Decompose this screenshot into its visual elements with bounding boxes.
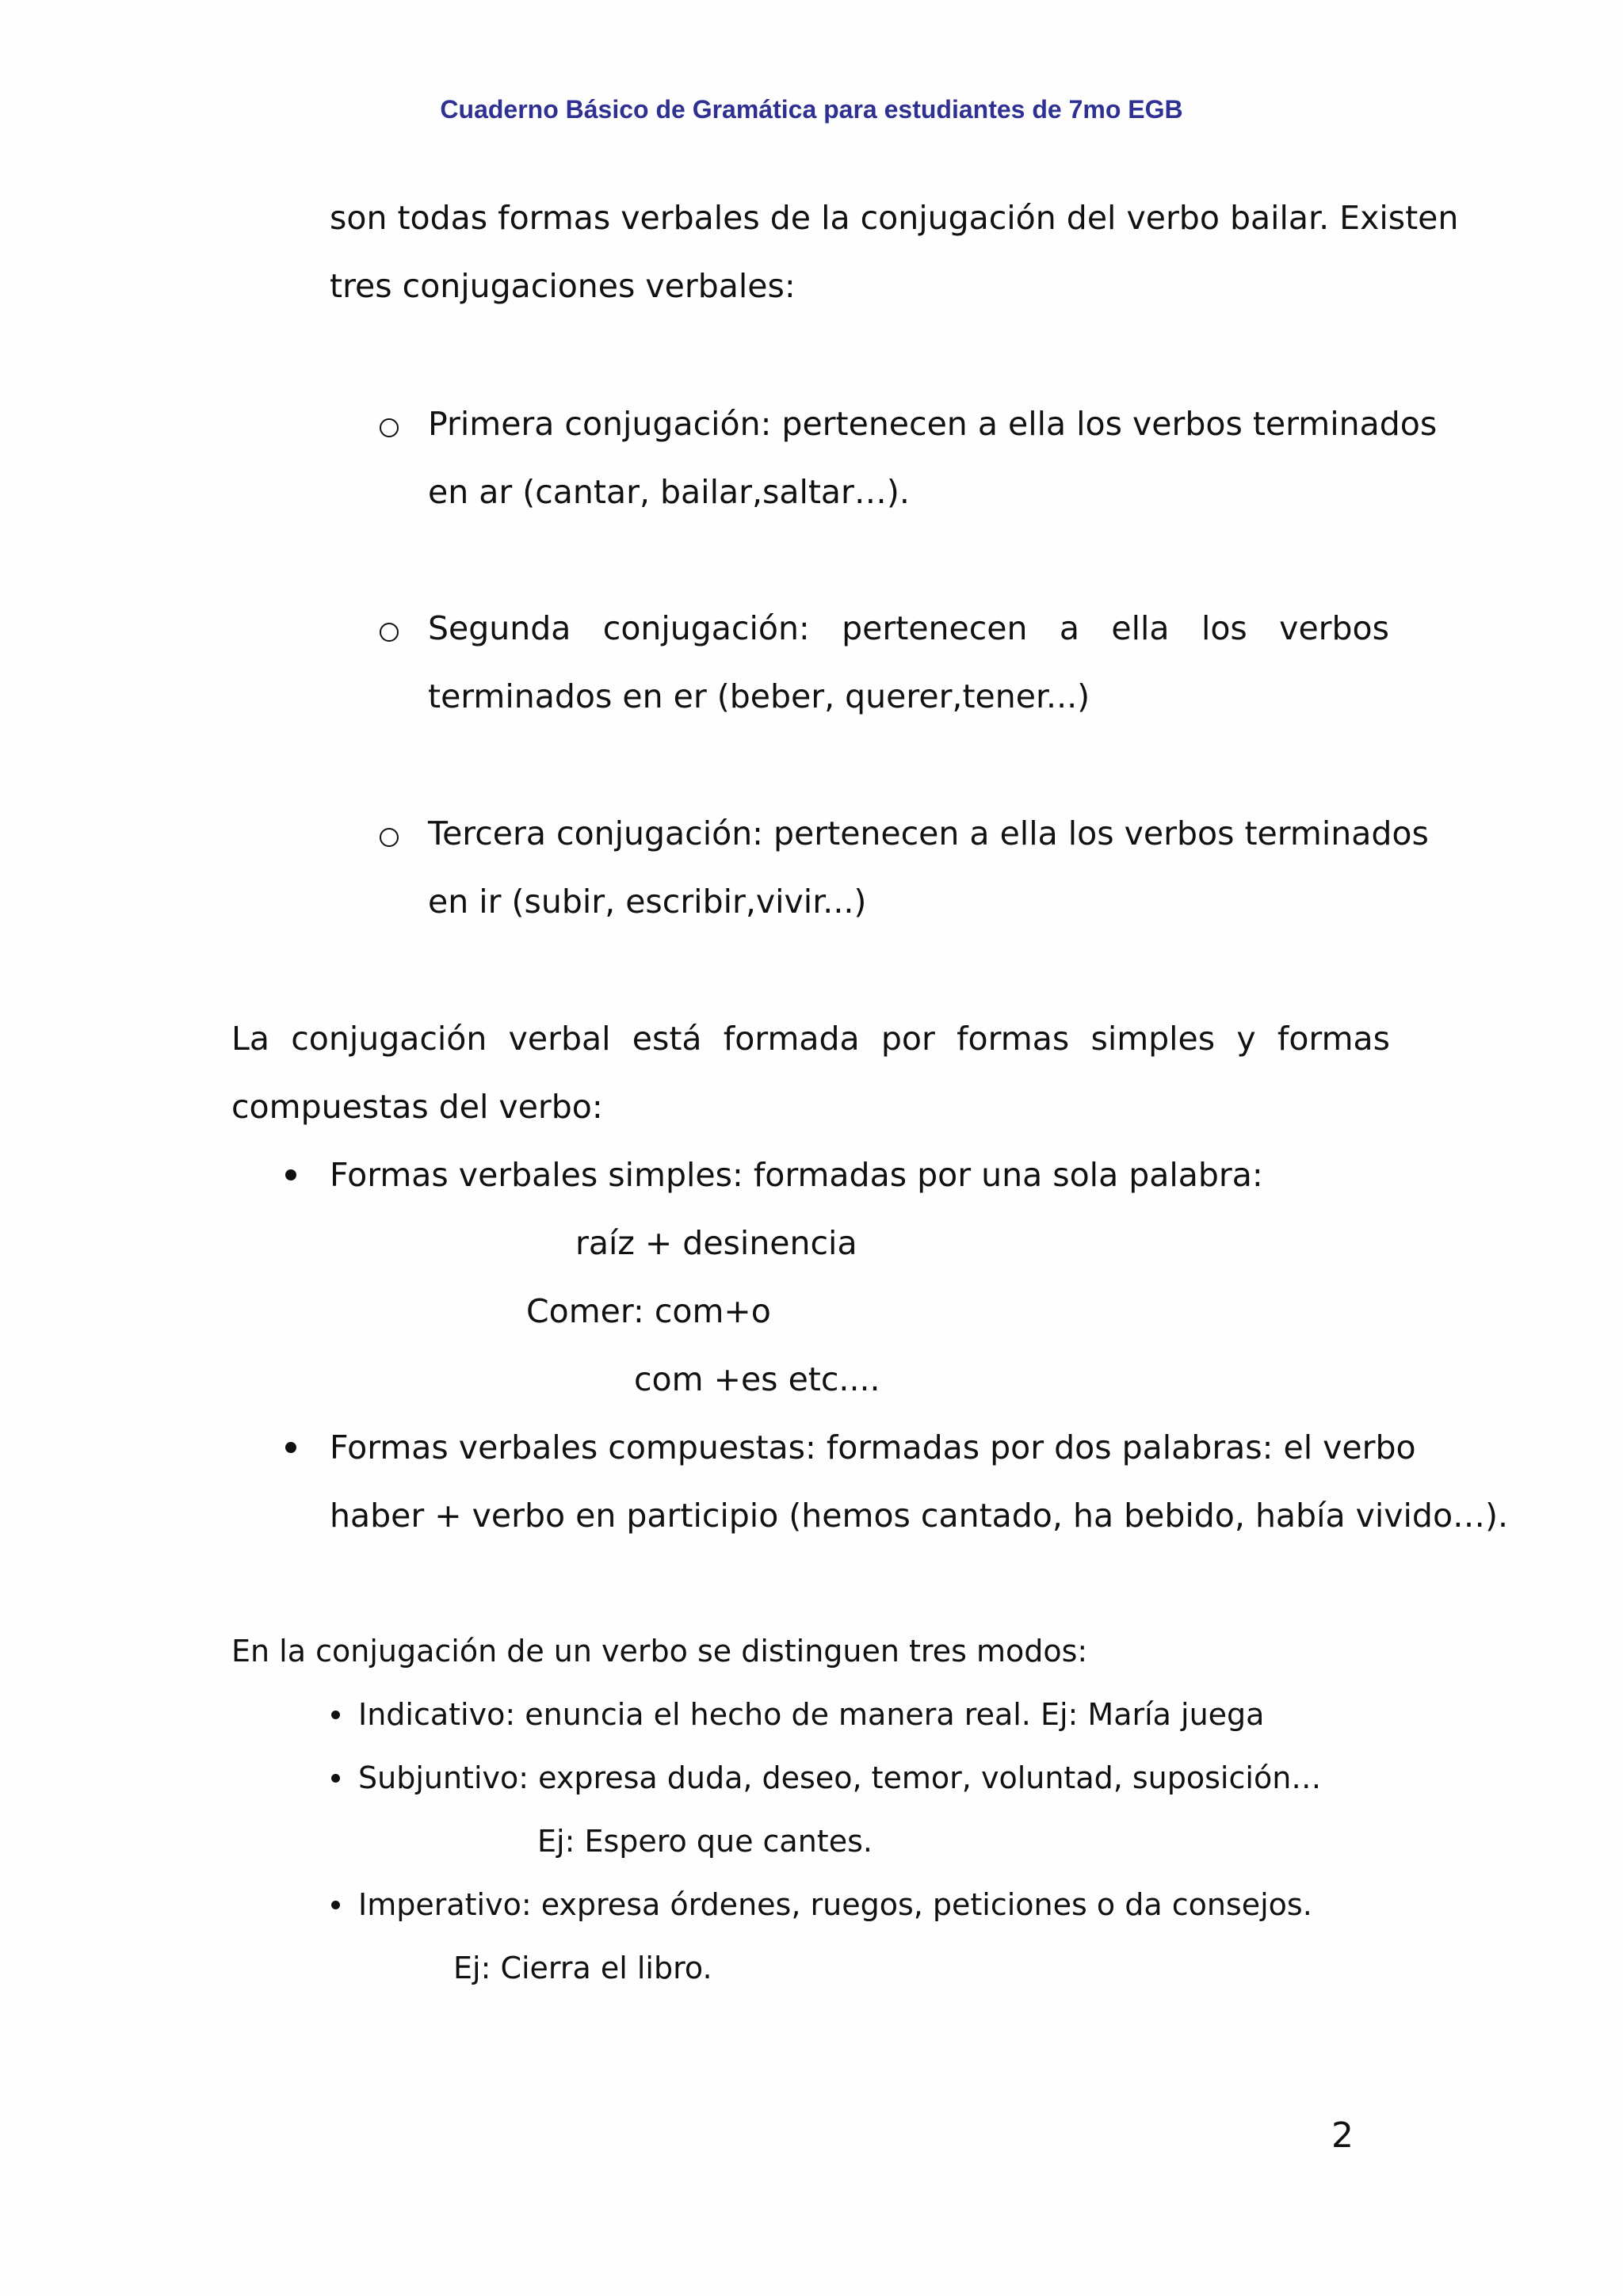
forms-line-2: compuestas del verbo: [231, 1088, 603, 1126]
conjugation-1-line-2: en ar (cantar, bailar,saltar…). [428, 473, 910, 511]
conjugation-2-line-1: Segunda conjugación: pertenecen a ella los verbos [428, 609, 1389, 647]
circle-bullet-icon [380, 828, 399, 847]
intro-line-2: tres conjugaciones verbales: [330, 267, 796, 305]
simple-forms-example-2: com +es etc.... [634, 1360, 880, 1398]
intro-line-1: son todas formas verbales de la conjugación del verbo bailar. Existen [330, 199, 1459, 237]
circle-bullet-icon [380, 418, 399, 437]
bullet-dot-icon [285, 1169, 296, 1180]
bullet-dot-icon [331, 1711, 340, 1719]
bullet-dot-icon [331, 1774, 340, 1783]
mood-subjuntivo: Subjuntivo: expresa duda, deseo, temor, voluntad, suposición… [358, 1760, 1322, 1795]
mood-imperativo-example: Ej: Cierra el libro. [453, 1951, 712, 1985]
mood-imperativo: Imperativo: expresa órdenes, ruegos, peticiones o da consejos. [358, 1887, 1312, 1922]
page-number: 2 [1331, 2115, 1354, 2156]
compound-forms-line-2: haber + verbo en participio (hemos cantado, ha bebido, había vivido…). [330, 1497, 1509, 1535]
simple-forms-formula: raíz + desinencia [575, 1224, 857, 1262]
page-header: Cuaderno Básico de Gramática para estudiantes de 7mo EGB [440, 95, 1183, 124]
mood-indicativo: Indicativo: enuncia el hecho de manera real. Ej: María juega [358, 1697, 1265, 1732]
conjugation-3-line-2: en ir (subir, escribir,vivir...) [428, 883, 867, 921]
simple-forms-label: Formas verbales simples: formadas por una sola palabra: [330, 1156, 1263, 1194]
compound-forms-line-1: Formas verbales compuestas: formadas por dos palabras: el verbo [330, 1428, 1416, 1466]
conjugation-3-line-1: Tercera conjugación: pertenecen a ella los verbos terminados [428, 814, 1429, 852]
conjugation-2-line-2: terminados en er (beber, querer,tener...) [428, 677, 1090, 715]
moods-intro: En la conjugación de un verbo se distinguen tres modos: [231, 1634, 1088, 1669]
bullet-dot-icon [285, 1442, 296, 1453]
conjugation-1-line-1: Primera conjugación: pertenecen a ella los verbos terminados [428, 405, 1438, 443]
mood-subjuntivo-example: Ej: Espero que cantes. [537, 1824, 873, 1859]
forms-line-1: La conjugación verbal está formada por formas simples y formas [231, 1020, 1390, 1058]
bullet-dot-icon [331, 1901, 340, 1909]
circle-bullet-icon [380, 623, 399, 642]
simple-forms-example-1: Comer: com+o [526, 1292, 771, 1330]
